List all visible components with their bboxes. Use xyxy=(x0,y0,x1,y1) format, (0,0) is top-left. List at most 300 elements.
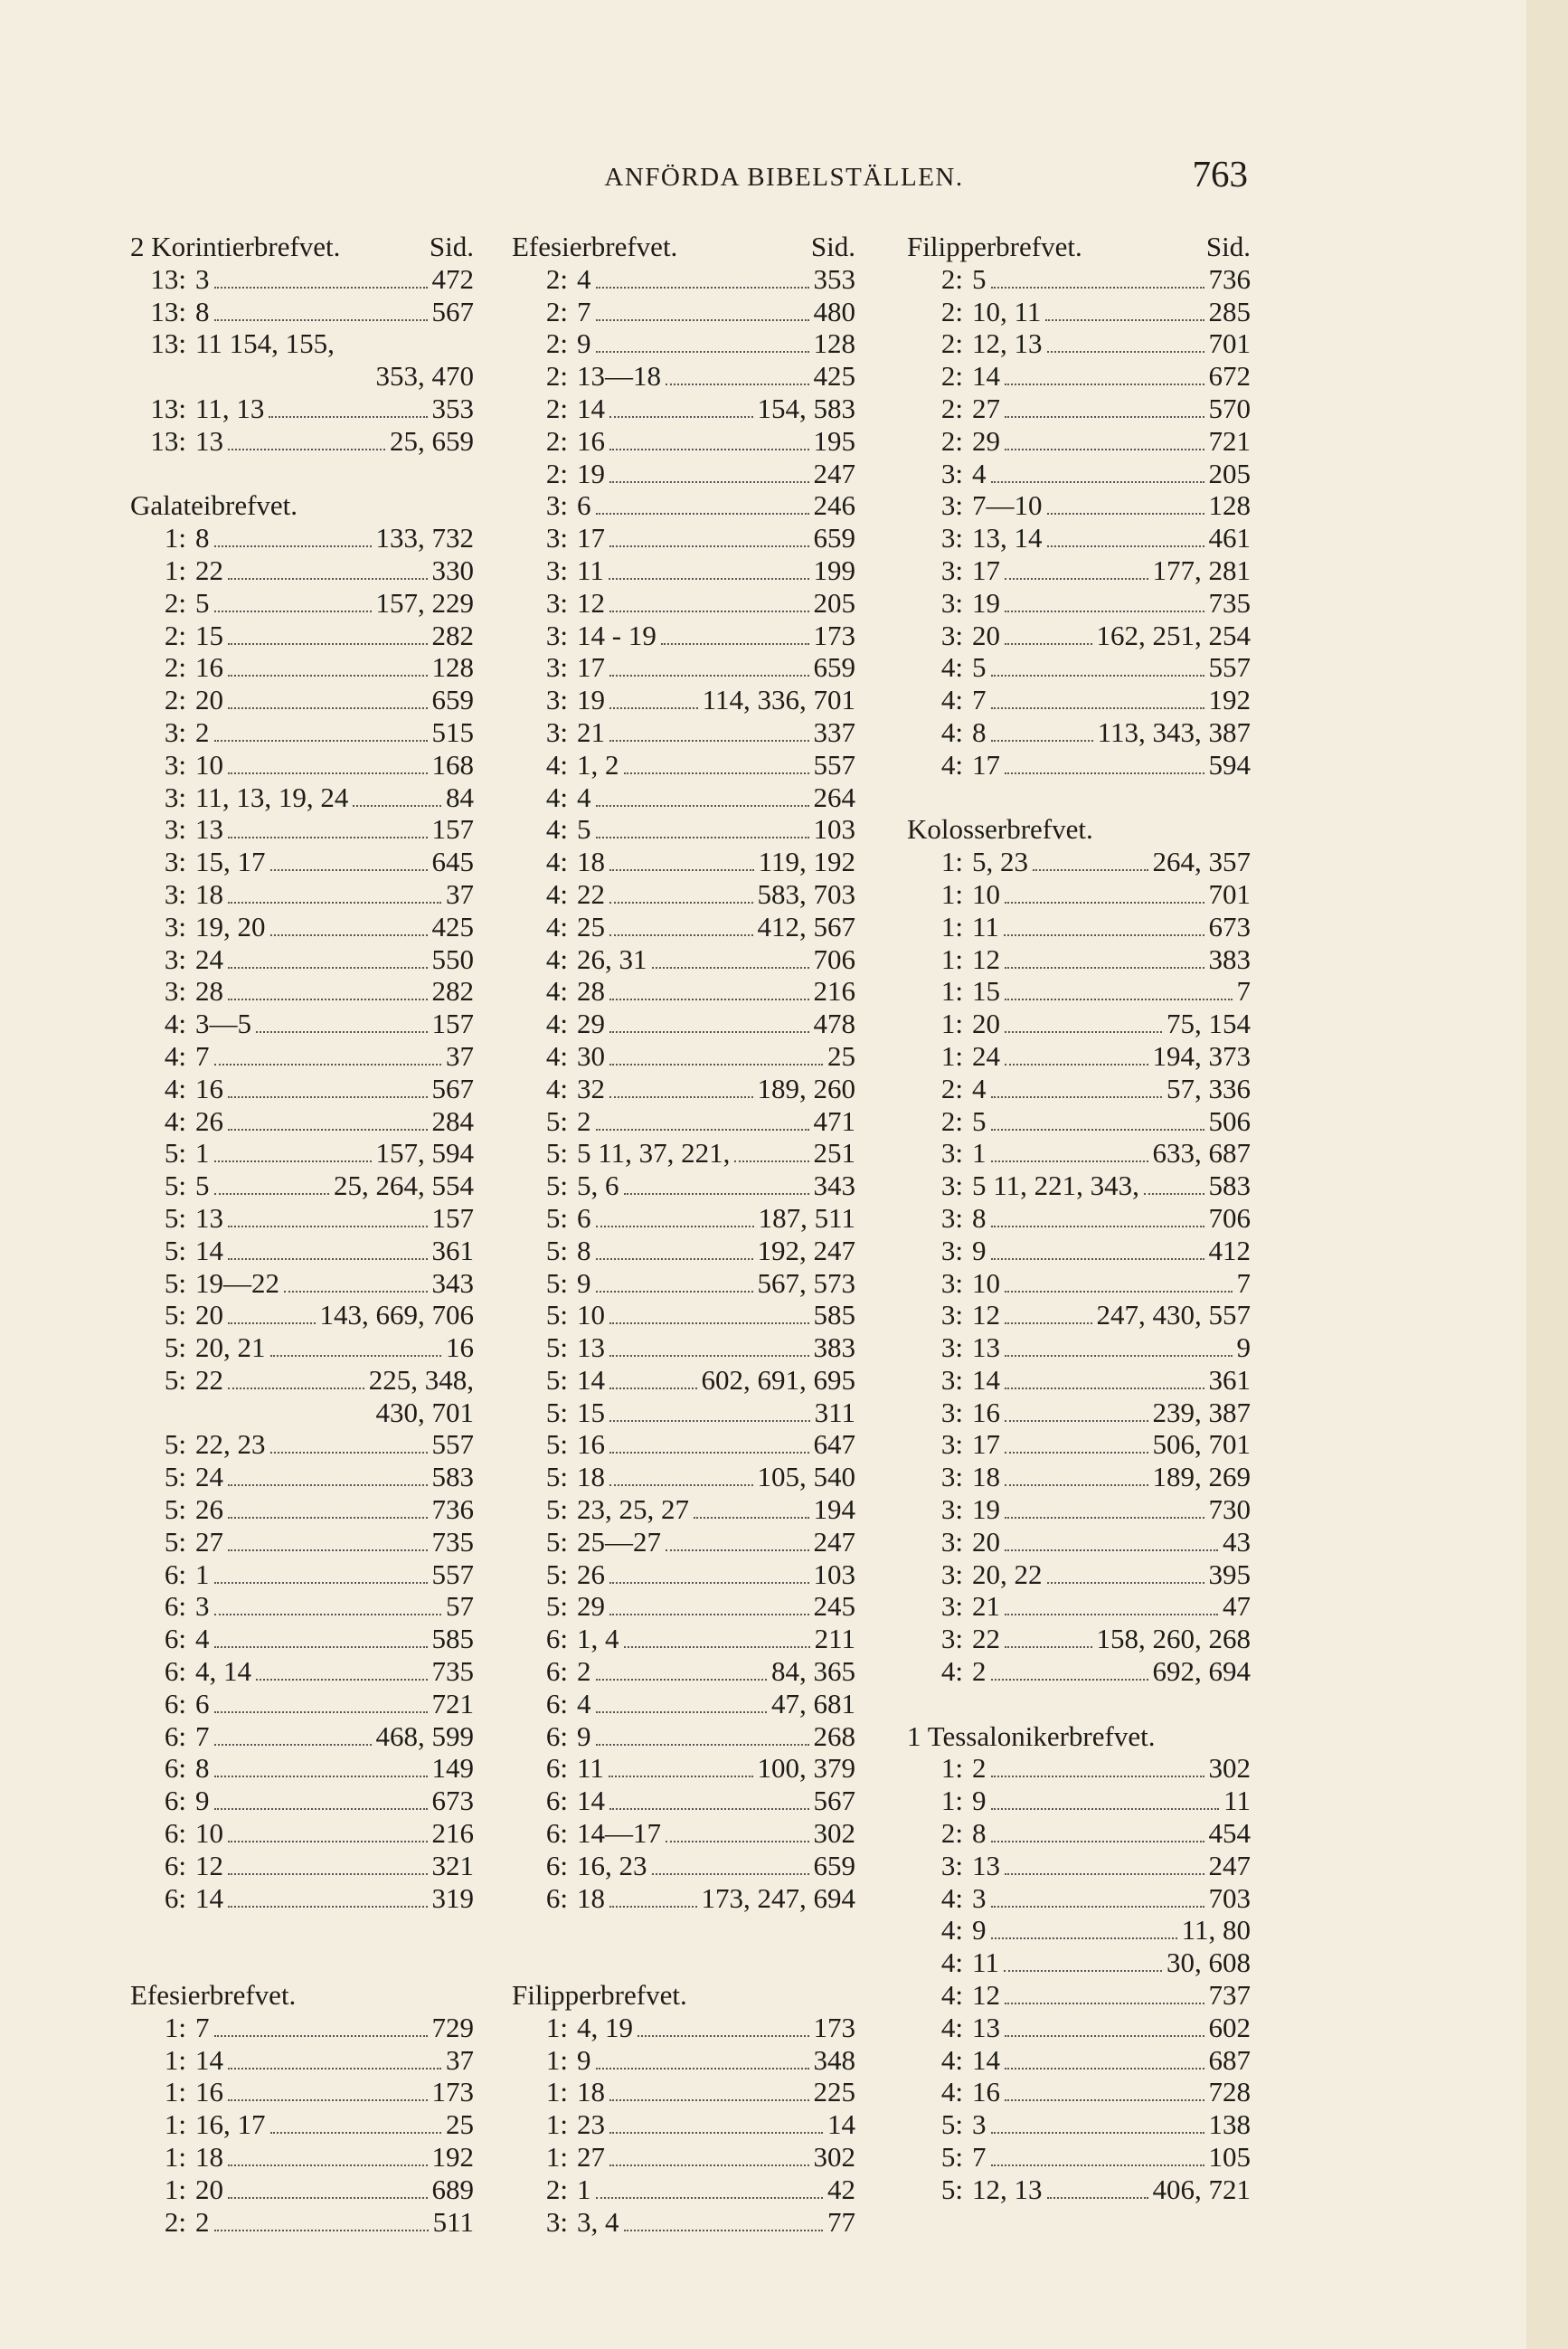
index-entry xyxy=(907,1655,1251,1688)
index-entry xyxy=(907,911,1251,943)
page-ref: 11 xyxy=(1223,1785,1251,1817)
verse-ref: 18 xyxy=(577,1461,605,1493)
page-ref: 173 xyxy=(813,619,855,651)
index-entry xyxy=(130,878,474,911)
chapter-ref: 4: xyxy=(164,1008,186,1040)
index-entry xyxy=(512,975,855,1008)
page-ref: 162, 251, 254 xyxy=(1096,619,1251,651)
index-entry xyxy=(512,1882,855,1915)
index-entry xyxy=(130,1720,474,1753)
entry-list xyxy=(907,263,1251,781)
index-entry xyxy=(130,1137,474,1170)
chapter-ref: 3: xyxy=(940,1428,963,1461)
page-ref: 557 xyxy=(431,1428,474,1461)
chapter-ref: 5: xyxy=(164,1299,186,1331)
chapter-ref: 1: xyxy=(940,877,963,910)
index-entry xyxy=(130,2108,474,2141)
page-ref: 585 xyxy=(431,1623,474,1655)
chapter-ref: 1: xyxy=(545,2011,568,2043)
chapter-ref: 3: xyxy=(940,1299,963,1331)
chapter-ref: 4: xyxy=(940,651,963,684)
chapter-ref: 3: xyxy=(940,1170,963,1202)
verse-ref: 19 xyxy=(972,586,1000,619)
chapter-ref: 2: xyxy=(545,457,568,489)
verse-ref: 3 xyxy=(195,1590,210,1623)
index-entry xyxy=(512,1655,855,1688)
index-entry xyxy=(130,1170,474,1202)
index-entry xyxy=(907,1590,1251,1623)
chapter-ref: 3: xyxy=(940,554,963,586)
verse-ref: 25—27 xyxy=(577,1525,661,1558)
dot-leader xyxy=(666,1841,809,1842)
index-entry xyxy=(512,1105,855,1138)
chapter-ref: 1: xyxy=(940,942,963,975)
dot-leader xyxy=(1005,1388,1204,1389)
page-ref: 730 xyxy=(1208,1493,1251,1526)
verse-ref: 13—18 xyxy=(577,360,661,393)
page-ref: 659 xyxy=(813,1849,855,1881)
chapter-ref: 2: xyxy=(545,360,568,393)
verse-ref: 26 xyxy=(195,1104,223,1137)
verse-ref: 26 xyxy=(577,1558,605,1590)
section-heading xyxy=(512,1979,855,2012)
page-ref: 189, 260 xyxy=(757,1072,855,1104)
dot-leader xyxy=(1005,1452,1148,1454)
page-ref: 472 xyxy=(431,262,474,295)
chapter-ref: 2: xyxy=(545,262,568,295)
verse-ref: 1 xyxy=(972,1137,987,1170)
dot-leader xyxy=(1004,934,1204,936)
verse-ref: 9 xyxy=(577,2043,591,2076)
page-ref: 216 xyxy=(813,975,855,1008)
dot-leader xyxy=(1005,578,1148,580)
dot-leader xyxy=(991,1841,1204,1842)
index-column-2 xyxy=(512,231,855,2238)
chapter-ref: 6: xyxy=(545,1849,568,1881)
index-entry xyxy=(512,749,855,781)
verse-ref: 9 xyxy=(577,1266,591,1299)
verse-ref: 5 11, 221, 343, xyxy=(972,1170,1139,1202)
page-ref: 633, 687 xyxy=(1152,1137,1251,1170)
chapter-ref: 5: xyxy=(545,1428,568,1461)
verse-ref: 12 xyxy=(577,586,605,619)
section-title: Efesierbrefvet. xyxy=(512,231,678,262)
chapter-ref: 3: xyxy=(545,619,568,651)
index-entry xyxy=(512,716,855,749)
page-ref: 343 xyxy=(813,1170,855,1202)
page-ref: 557 xyxy=(431,1558,474,1590)
dot-leader xyxy=(1005,2099,1204,2101)
section-title: 2 Korintierbrefvet. xyxy=(130,231,341,262)
chapter-ref: 1: xyxy=(164,554,186,586)
chapter-ref: 4: xyxy=(545,975,568,1008)
verse-ref: 15 xyxy=(195,619,223,651)
index-entry xyxy=(907,425,1251,458)
dot-leader xyxy=(214,1711,428,1713)
index-entry xyxy=(130,554,474,587)
index-entry xyxy=(512,1590,855,1623)
page-ref: 395 xyxy=(1208,1558,1251,1590)
index-entry xyxy=(130,263,474,296)
page-ref: 264, 357 xyxy=(1152,846,1251,878)
chapter-ref: 13: xyxy=(150,392,186,424)
dot-leader xyxy=(652,967,809,969)
page-ref: 735 xyxy=(431,1525,474,1558)
dot-leader xyxy=(1005,1517,1204,1519)
dot-leader xyxy=(609,1614,809,1615)
dot-leader xyxy=(609,1452,809,1454)
dot-leader xyxy=(596,2197,824,2199)
page-ref: 703 xyxy=(1208,1881,1251,1914)
index-entry xyxy=(512,781,855,814)
dot-leader xyxy=(1005,772,1204,774)
index-section xyxy=(907,813,1251,1688)
section-title: 1 Tessalonikerbrefvet. xyxy=(907,1719,1156,1752)
chapter-ref: 5: xyxy=(545,1170,568,1202)
verse-ref: 27 xyxy=(972,392,1000,424)
index-entry xyxy=(907,1979,1251,2012)
page-ref: 673 xyxy=(1208,910,1251,942)
chapter-ref: 3: xyxy=(940,1558,963,1590)
verse-ref: 18 xyxy=(195,2141,223,2174)
verse-ref: 26 xyxy=(195,1493,223,1526)
dot-leader xyxy=(228,2164,428,2166)
dot-leader xyxy=(1005,967,1204,969)
index-entry xyxy=(512,327,855,360)
chapter-ref: 6: xyxy=(545,1881,568,1914)
page-ref: 583 xyxy=(1208,1170,1251,1202)
dot-leader xyxy=(1004,1970,1162,1972)
verse-ref: 3—5 xyxy=(195,1008,251,1040)
index-entry xyxy=(907,1428,1251,1461)
chapter-ref: 3: xyxy=(940,1266,963,1299)
index-entry xyxy=(512,1526,855,1558)
verse-ref: 9 xyxy=(577,327,591,360)
verse-ref: 21 xyxy=(972,1590,1000,1623)
index-section xyxy=(907,231,1251,781)
chapter-ref: 3: xyxy=(545,586,568,619)
index-entry xyxy=(907,975,1251,1008)
verse-ref: 20 xyxy=(195,2173,223,2205)
page-ref: 701 xyxy=(1208,877,1251,910)
dot-leader xyxy=(991,740,1093,742)
page-ref: 602, 691, 695 xyxy=(701,1363,855,1396)
page-ref: 84 xyxy=(446,781,474,813)
verse-ref: 16 xyxy=(577,1428,605,1461)
chapter-ref: 4: xyxy=(940,1914,963,1946)
entry-list xyxy=(130,2012,474,2239)
index-entry xyxy=(907,1752,1251,1785)
index-entry xyxy=(130,1105,474,1138)
index-entry xyxy=(907,1235,1251,1267)
chapter-ref: 1: xyxy=(164,2076,186,2108)
verse-ref: 14 xyxy=(577,1785,605,1817)
dot-leader xyxy=(624,772,809,774)
index-entry xyxy=(907,1558,1251,1591)
chapter-ref: 2: xyxy=(940,327,963,360)
index-section xyxy=(130,489,474,1914)
index-column-3 xyxy=(907,231,1251,2206)
chapter-ref: 2: xyxy=(940,295,963,327)
index-entry xyxy=(512,1397,855,1429)
chapter-ref: 5: xyxy=(545,1331,568,1364)
chapter-ref: 4: xyxy=(545,877,568,910)
chapter-ref: 5: xyxy=(545,1493,568,1526)
dot-leader xyxy=(214,287,428,289)
index-section xyxy=(130,231,474,458)
page-ref: 343 xyxy=(431,1266,474,1299)
dot-leader xyxy=(228,772,428,774)
chapter-ref: 1: xyxy=(940,846,963,878)
running-title: ANFÖRDA BIBELSTÄLLEN. xyxy=(604,163,964,192)
index-entry xyxy=(130,1073,474,1105)
dot-leader xyxy=(991,2164,1204,2166)
dot-leader xyxy=(228,1906,428,1908)
page-ref: 168 xyxy=(431,748,474,781)
chapter-ref: 3: xyxy=(164,942,186,975)
chapter-ref: 13: xyxy=(150,262,186,295)
dot-leader xyxy=(1005,2003,1204,2004)
entry-list xyxy=(130,522,474,1914)
dot-leader xyxy=(1005,2068,1204,2070)
verse-ref: 20 xyxy=(195,684,223,716)
chapter-ref: 1: xyxy=(164,2173,186,2205)
chapter-ref: 6: xyxy=(164,1655,186,1688)
sid-label: Sid. xyxy=(1205,231,1251,262)
chapter-ref: 3: xyxy=(164,877,186,910)
page-ref: 25 xyxy=(446,2108,474,2141)
section-heading xyxy=(907,813,1251,846)
dot-leader xyxy=(228,449,385,450)
verse-ref: 20, 21 xyxy=(195,1331,266,1364)
page-ref: 194, 373 xyxy=(1152,1039,1251,1072)
page-ref: 425 xyxy=(813,360,855,393)
page-ref: 583 xyxy=(431,1461,474,1493)
dot-leader xyxy=(228,2068,441,2070)
index-entry xyxy=(130,2012,474,2044)
page-ref: 282 xyxy=(431,619,474,651)
verse-ref: 5 xyxy=(577,813,591,846)
index-entry xyxy=(130,943,474,976)
dot-leader xyxy=(1047,1582,1204,1584)
verse-ref: 12 xyxy=(972,1299,1000,1331)
dot-leader xyxy=(1005,902,1204,904)
verse-ref: 2 xyxy=(577,1655,591,1688)
page-ref: 192 xyxy=(431,2141,474,2174)
page-ref: 157, 229 xyxy=(375,586,474,619)
chapter-ref: 3: xyxy=(164,748,186,781)
verse-ref: 1 xyxy=(195,1558,210,1590)
page-ref: 721 xyxy=(1208,424,1251,457)
chapter-ref: 3: xyxy=(940,1623,963,1655)
index-entry xyxy=(512,1623,855,1655)
index-entry xyxy=(512,2076,855,2108)
dot-leader xyxy=(284,1291,428,1293)
chapter-ref: 4: xyxy=(164,1039,186,1072)
verse-ref: 14 xyxy=(972,1363,1000,1396)
verse-ref: 10 xyxy=(195,1817,223,1850)
dot-leader xyxy=(694,1517,809,1519)
section-spacer xyxy=(907,781,1251,814)
index-entry xyxy=(512,1202,855,1235)
dot-leader xyxy=(1005,384,1204,385)
page-ref: 737 xyxy=(1208,1979,1251,2012)
index-entry xyxy=(130,1040,474,1073)
index-entry xyxy=(512,878,855,911)
chapter-ref: 2: xyxy=(164,2205,186,2238)
dot-leader xyxy=(228,1517,428,1519)
dot-leader xyxy=(596,1226,754,1227)
entry-list xyxy=(130,263,474,458)
index-entry xyxy=(907,489,1251,522)
verse-ref: 14 xyxy=(195,1234,223,1266)
verse-ref: 28 xyxy=(195,975,223,1008)
chapter-ref: 3: xyxy=(545,684,568,716)
index-entry xyxy=(130,425,474,458)
dot-leader xyxy=(661,643,809,645)
page-ref: 550 xyxy=(431,942,474,975)
index-entry xyxy=(512,1331,855,1364)
page-ref: 47 xyxy=(1223,1590,1251,1623)
dot-leader xyxy=(1047,545,1204,547)
page-ref: 158, 260, 268 xyxy=(1096,1623,1251,1655)
page-ref: 302 xyxy=(1208,1752,1251,1785)
page-ref: 149 xyxy=(431,1752,474,1785)
chapter-ref: 1: xyxy=(940,1752,963,1785)
chapter-ref: 2: xyxy=(940,392,963,424)
verse-ref: 10 xyxy=(195,748,223,781)
chapter-ref: 3: xyxy=(545,651,568,684)
dot-leader xyxy=(228,707,428,709)
section-title: Galateibrefvet. xyxy=(130,489,298,522)
dot-leader xyxy=(228,578,428,580)
chapter-ref: 5: xyxy=(545,1558,568,1590)
verse-ref: 16 xyxy=(972,2076,1000,2108)
chapter-ref: 4: xyxy=(164,1104,186,1137)
index-entry xyxy=(512,1817,855,1850)
index-entry xyxy=(130,716,474,749)
section-title: Kolosserbrefvet. xyxy=(907,813,1093,846)
chapter-ref: 13: xyxy=(150,295,186,327)
dot-leader xyxy=(991,1226,1204,1227)
page-ref: 128 xyxy=(431,651,474,684)
dot-leader xyxy=(991,675,1204,677)
index-entry xyxy=(512,1720,855,1753)
verse-ref: 24 xyxy=(195,1461,223,1493)
dot-leader xyxy=(609,416,753,418)
dot-leader xyxy=(228,675,428,677)
dot-leader xyxy=(991,1808,1220,1810)
page-ref: 157 xyxy=(431,1008,474,1040)
chapter-ref: 2: xyxy=(940,262,963,295)
index-entry xyxy=(512,1850,855,1882)
verse-ref: 5 xyxy=(972,262,987,295)
page-ref: 567 xyxy=(813,1785,855,1817)
chapter-ref: 5: xyxy=(940,2173,963,2205)
index-entry xyxy=(907,1364,1251,1397)
chapter-ref: 6: xyxy=(164,1849,186,1881)
dot-leader xyxy=(1005,2035,1204,2037)
dot-leader xyxy=(609,578,809,580)
chapter-ref: 4: xyxy=(940,748,963,781)
chapter-ref: 6: xyxy=(545,1817,568,1850)
page-ref: 461 xyxy=(1208,522,1251,554)
verse-ref: 23, 25, 27 xyxy=(577,1493,689,1526)
index-entry xyxy=(130,2076,474,2108)
dot-leader xyxy=(991,2132,1204,2134)
index-entry xyxy=(907,360,1251,393)
index-entry xyxy=(907,878,1251,911)
verse-ref: 10 xyxy=(972,1266,1000,1299)
dot-leader xyxy=(1045,319,1204,321)
verse-ref: 18 xyxy=(577,846,605,878)
index-entry xyxy=(130,620,474,652)
page-ref: 247 xyxy=(813,457,855,489)
verse-ref: 3 xyxy=(972,2108,987,2141)
verse-ref: 1, 2 xyxy=(577,748,619,781)
dot-leader xyxy=(214,2035,428,2037)
index-entry xyxy=(512,1785,855,1817)
chapter-ref: 4: xyxy=(940,2011,963,2043)
page-ref: 239, 387 xyxy=(1152,1396,1251,1428)
page-ref: 114, 336, 701 xyxy=(702,684,855,716)
index-entry xyxy=(130,1331,474,1364)
index-entry xyxy=(130,1428,474,1461)
chapter-ref: 4: xyxy=(940,715,963,748)
page-ref: 225 xyxy=(813,2076,855,2108)
dot-leader xyxy=(609,740,809,742)
verse-ref: 18 xyxy=(972,1461,1000,1493)
chapter-ref: 6: xyxy=(545,1655,568,1688)
dot-leader xyxy=(270,1355,442,1357)
verse-ref: 4 xyxy=(972,457,987,489)
chapter-ref: 3: xyxy=(940,1461,963,1493)
chapter-ref: 2: xyxy=(164,651,186,684)
page-edge xyxy=(1526,0,1568,2349)
page-ref: 133, 732 xyxy=(375,522,474,554)
chapter-ref: 4: xyxy=(940,1946,963,1979)
chapter-ref: 2: xyxy=(940,1104,963,1137)
index-entry xyxy=(907,2174,1251,2206)
dot-leader xyxy=(1005,1549,1218,1551)
chapter-ref: 3: xyxy=(940,489,963,522)
page-ref: 194 xyxy=(813,1493,855,1526)
index-entry xyxy=(907,943,1251,976)
dot-leader xyxy=(1005,1420,1148,1422)
page-ref: 735 xyxy=(431,1655,474,1688)
index-entry xyxy=(512,360,855,393)
dot-leader xyxy=(596,287,809,289)
dot-leader xyxy=(270,934,428,936)
page-ref: 103 xyxy=(813,1558,855,1590)
page-ref: 672 xyxy=(1208,360,1251,393)
verse-ref: 19, 20 xyxy=(195,910,266,942)
page-ref: 14 xyxy=(827,2108,855,2141)
verse-ref: 29 xyxy=(972,424,1000,457)
chapter-ref: 5: xyxy=(545,1137,568,1170)
verse-ref: 8 xyxy=(972,715,987,748)
dot-leader xyxy=(214,1744,372,1746)
page-ref: 736 xyxy=(1208,262,1251,295)
chapter-ref: 5: xyxy=(545,1396,568,1428)
dot-leader xyxy=(228,999,428,1000)
chapter-ref: 4: xyxy=(545,910,568,942)
verse-ref: 17 xyxy=(577,651,605,684)
chapter-ref: 1: xyxy=(940,975,963,1008)
verse-ref: 5 xyxy=(195,1170,210,1202)
verse-ref: 15, 17 xyxy=(195,846,266,878)
dot-leader xyxy=(270,869,428,871)
